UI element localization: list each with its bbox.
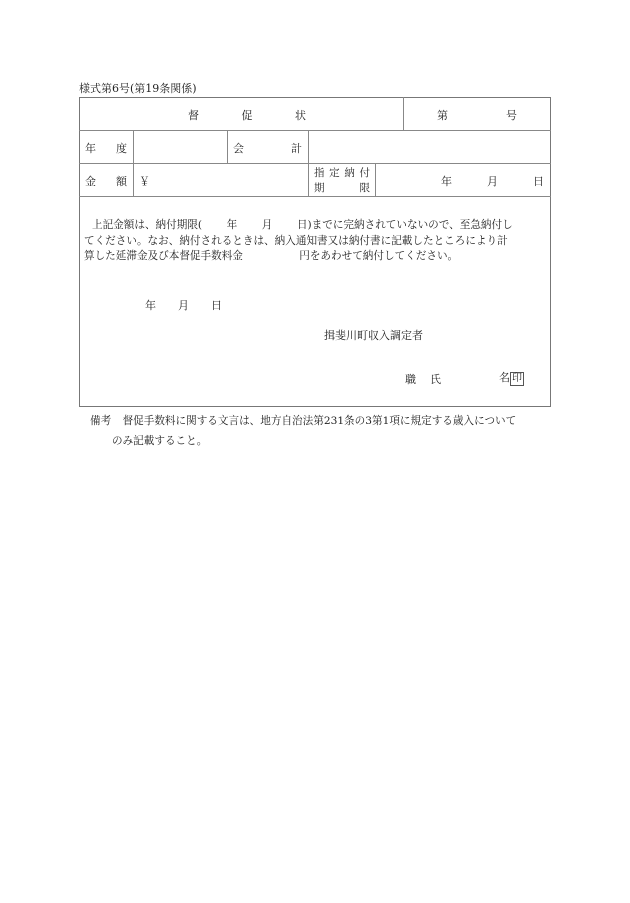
title-char: 促 [241, 109, 253, 122]
label-char: 期 [314, 182, 325, 194]
body-line-3: 算した延滞金及び本督促手数料金 円をあわせて納付してください。 [84, 250, 459, 262]
row-divider [79, 130, 551, 131]
issuer-name: 揖斐川町収入調定者 [324, 329, 423, 342]
signature-name-field[interactable] [499, 369, 524, 386]
label-column-divider [133, 130, 134, 196]
amount-field[interactable] [139, 173, 150, 189]
day-unit: 日 [533, 175, 544, 188]
title-char: 督 [188, 109, 199, 122]
yen-icon: ￥ [139, 175, 150, 188]
fiscal-year-label [85, 140, 127, 156]
form-label: 様式第6号(第19条関係) [79, 82, 197, 95]
notice-number[interactable] [437, 107, 517, 123]
notice-title [188, 107, 306, 123]
issue-date[interactable] [145, 297, 222, 313]
signature-name-prefix: 氏 [430, 373, 441, 386]
notice-body [84, 218, 548, 265]
year-unit: 年 [145, 299, 156, 312]
body-line-2: てください。なお、納付されるときは、納入通知書又は納付書に記載したところにより計 [84, 234, 508, 247]
label-char: 指 [314, 167, 325, 179]
label-char: 付 [359, 167, 370, 179]
due-date-field[interactable] [441, 173, 544, 189]
account-column-divider [308, 130, 309, 196]
account-label [233, 140, 302, 156]
name-suffix: 名 [499, 371, 510, 384]
label-char: 額 [116, 175, 127, 188]
body-line-1: 上記金額は、納付期限( 年 月 日)までに完納されていないので、至急納付し [92, 219, 513, 231]
label-char: 年 [85, 142, 96, 155]
remarks-line-1: 督促手数料に関する文言は、地方自治法第231条の3第1項に規定する歳入について [122, 415, 517, 427]
due-date-label-line1 [314, 165, 370, 180]
header-divider [403, 97, 404, 130]
month-unit: 月 [178, 299, 189, 312]
due-date-label-line2 [314, 180, 370, 195]
year-unit: 年 [441, 175, 452, 188]
label-char: 納 [344, 167, 355, 179]
label-char: 限 [359, 182, 370, 194]
year-value-divider [227, 130, 228, 163]
remarks-label: 備考 [90, 415, 112, 427]
number-prefix: 第 [437, 109, 448, 122]
label-char: 度 [116, 142, 127, 155]
row-divider [79, 163, 551, 164]
seal-icon: 印 [512, 373, 522, 384]
month-unit: 月 [487, 175, 498, 188]
label-char: 会 [233, 142, 244, 155]
remarks [90, 411, 516, 451]
label-char: 定 [329, 167, 340, 179]
due-label-divider [375, 163, 376, 196]
label-char: 金 [85, 175, 96, 188]
label-char: 計 [291, 142, 302, 155]
title-char: 状 [295, 109, 306, 122]
number-suffix: 号 [506, 109, 517, 122]
day-unit: 日 [211, 299, 222, 312]
signature-title-label: 職 [405, 373, 416, 386]
row-divider [79, 196, 551, 197]
remarks-line-2: のみ記載すること。 [112, 435, 208, 447]
amount-label [85, 173, 127, 189]
